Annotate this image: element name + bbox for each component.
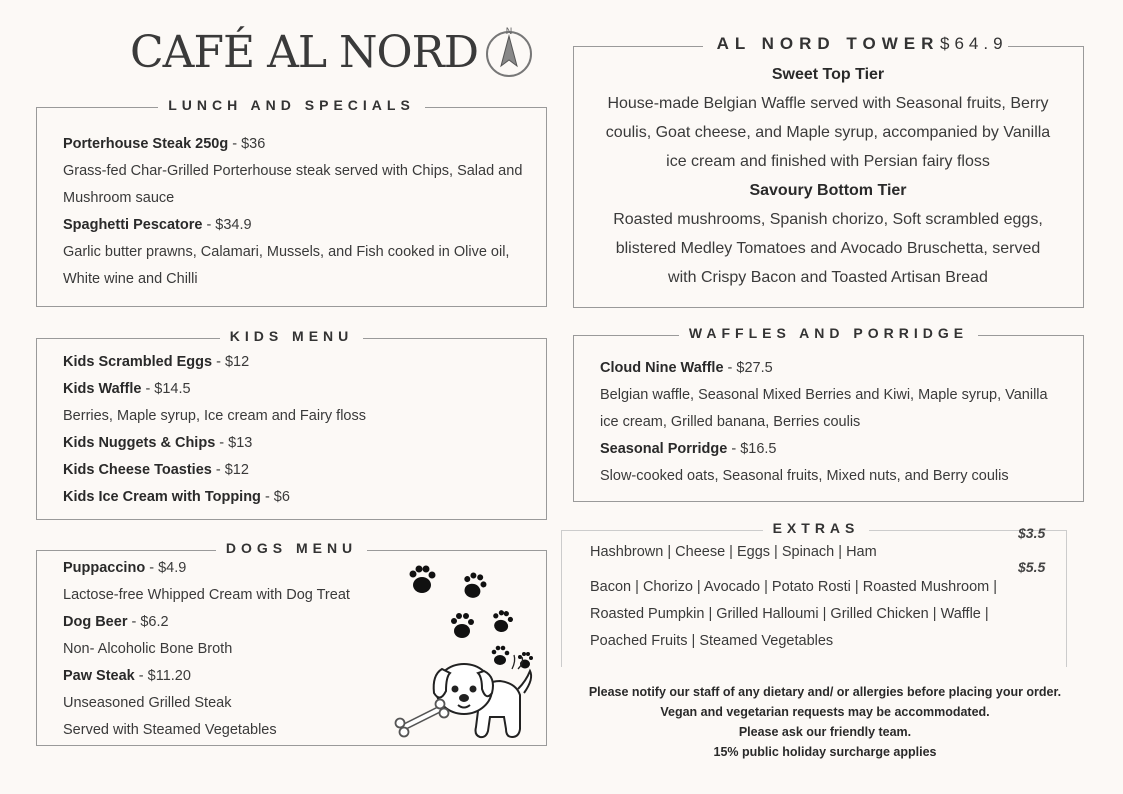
menu-item <box>63 376 526 403</box>
item-description: Served with Steamed Vegetables <box>63 722 277 738</box>
item-name: Puppaccino <box>63 560 146 576</box>
item-price: - $16.5 <box>727 441 777 457</box>
menu-item <box>600 355 1063 382</box>
item-price: - $6 <box>260 489 290 505</box>
dietary-notes <box>560 682 1090 762</box>
extras-row-1: Hashbrown | Cheese | Eggs | Spinach | Ham <box>590 544 877 560</box>
tier-description: House-made Belgian Waffle served with Seasonal fruits, Berry <box>607 95 1049 112</box>
item-description: Unseasoned Grilled Steak <box>63 695 232 711</box>
tower-content <box>590 60 1066 292</box>
item-description: Non- Alcoholic Bone Broth <box>63 641 233 657</box>
item-name: Spaghetti Pescatore <box>63 217 203 233</box>
kids-section <box>36 328 547 520</box>
item-price: - $4.9 <box>145 560 187 576</box>
tier-description: coulis, Goat cheese, and Maple syrup, accompanied by Vanilla <box>605 124 1051 141</box>
item-name: Seasonal Porridge <box>600 441 728 457</box>
note-line: Please ask our friendly team. <box>738 725 912 739</box>
item-description: Berries, Maple syrup, Ice cream and Fairy floss <box>63 408 366 424</box>
item-price: - $12 <box>212 354 250 370</box>
paw-prints-icon <box>410 566 534 669</box>
item-price: - $36 <box>228 136 266 152</box>
tier-heading: Savoury Bottom Tier <box>749 182 907 199</box>
note-line: Vegan and vegetarian requests may be accommodated. <box>660 705 990 719</box>
tier-description: Roasted mushrooms, Spanish chorizo, Soft scrambled eggs, <box>613 211 1043 228</box>
tier-description: ice cream and finished with Persian fairy floss <box>666 153 990 170</box>
tower-title: AL NORD TOWER <box>703 34 954 53</box>
item-name: Kids Ice Cream with Topping <box>63 489 261 505</box>
item-description: Slow-cooked oats, Seasonal fruits, Mixed nuts, and Berry coulis <box>600 468 1009 484</box>
item-name: Kids Scrambled Eggs <box>63 354 213 370</box>
lunch-section <box>36 97 547 307</box>
dog-illustration <box>392 557 542 742</box>
item-name: Cloud Nine Waffle <box>600 360 724 376</box>
item-price: - $14.5 <box>141 381 191 397</box>
menu-item <box>63 212 526 239</box>
compass-letter: N <box>505 27 513 37</box>
item-name: Kids Nuggets & Chips <box>63 435 216 451</box>
item-price: - $34.9 <box>202 217 252 233</box>
brand-name: CAFÉ AL NORD <box>130 26 479 78</box>
item-description: Grass-fed Char-Grilled Porterhouse steak served with Chips, Salad and Mushroom sauce <box>63 163 523 206</box>
menu-item <box>63 457 526 484</box>
item-price: - $13 <box>215 435 253 451</box>
menu-item <box>63 555 366 582</box>
item-name: Kids Cheese Toasties <box>63 462 212 478</box>
menu-item <box>63 131 526 158</box>
menu-item <box>63 663 366 690</box>
menu-item <box>600 436 1063 463</box>
extras-price-2: $5.5 <box>1018 559 1046 575</box>
item-description: Garlic butter prawns, Calamari, Mussels, and Fish cooked in Olive oil, White wine and Chilli <box>63 244 510 287</box>
tier-heading: Sweet Top Tier <box>771 66 885 83</box>
tier-description: with Crispy Bacon and Toasted Artisan Bread <box>668 269 988 286</box>
extras-price-1: $3.5 <box>1018 525 1046 541</box>
dog-icon <box>434 655 531 737</box>
tower-price: $64.9 <box>940 34 1008 53</box>
menu-item <box>63 609 366 636</box>
item-description: Lactose-free Whipped Cream with Dog Treat <box>63 587 350 603</box>
extras-row-2: Bacon | Chorizo | Avocado | Potato Rosti | Roasted Mushroom | Roasted Pumpkin | Grilled Halloumi | Grilled Chicken | Waffle | Poached Fruits | Steamed Vegetables <box>590 579 998 649</box>
item-name: Dog Beer <box>63 614 128 630</box>
waffles-section <box>573 325 1084 502</box>
compass-icon <box>484 25 534 79</box>
brand-header <box>130 22 534 82</box>
item-name: Porterhouse Steak 250g <box>63 136 229 152</box>
note-line: Please notify our staff of any dietary and/ or allergies before placing your order. <box>588 685 1062 699</box>
note-line: 15% public holiday surcharge applies <box>713 745 937 759</box>
dogs-title: DOGS MENU <box>216 540 367 556</box>
dogs-section <box>36 540 547 746</box>
item-name: Paw Steak <box>63 668 135 684</box>
item-name: Kids Waffle <box>63 381 142 397</box>
menu-item <box>63 484 526 511</box>
lunch-title: LUNCH AND SPECIALS <box>158 97 425 113</box>
menu-item <box>63 430 526 457</box>
bone-icon <box>396 700 449 737</box>
tier-description: blistered Medley Tomatoes and Avocado Bruschetta, served <box>615 240 1041 257</box>
extras-title: EXTRAS <box>763 520 870 536</box>
item-price: - $11.20 <box>134 668 191 684</box>
item-price: - $6.2 <box>127 614 169 630</box>
item-price: - $27.5 <box>723 360 773 376</box>
item-description: Belgian waffle, Seasonal Mixed Berries and Kiwi, Maple syrup, Vanilla ice cream, Grilled banana, Berries coulis <box>600 387 1048 430</box>
menu-item <box>63 349 526 376</box>
item-price: - $12 <box>211 462 249 478</box>
kids-title: KIDS MENU <box>220 328 364 344</box>
waffles-title: WAFFLES AND PORRIDGE <box>679 325 978 341</box>
